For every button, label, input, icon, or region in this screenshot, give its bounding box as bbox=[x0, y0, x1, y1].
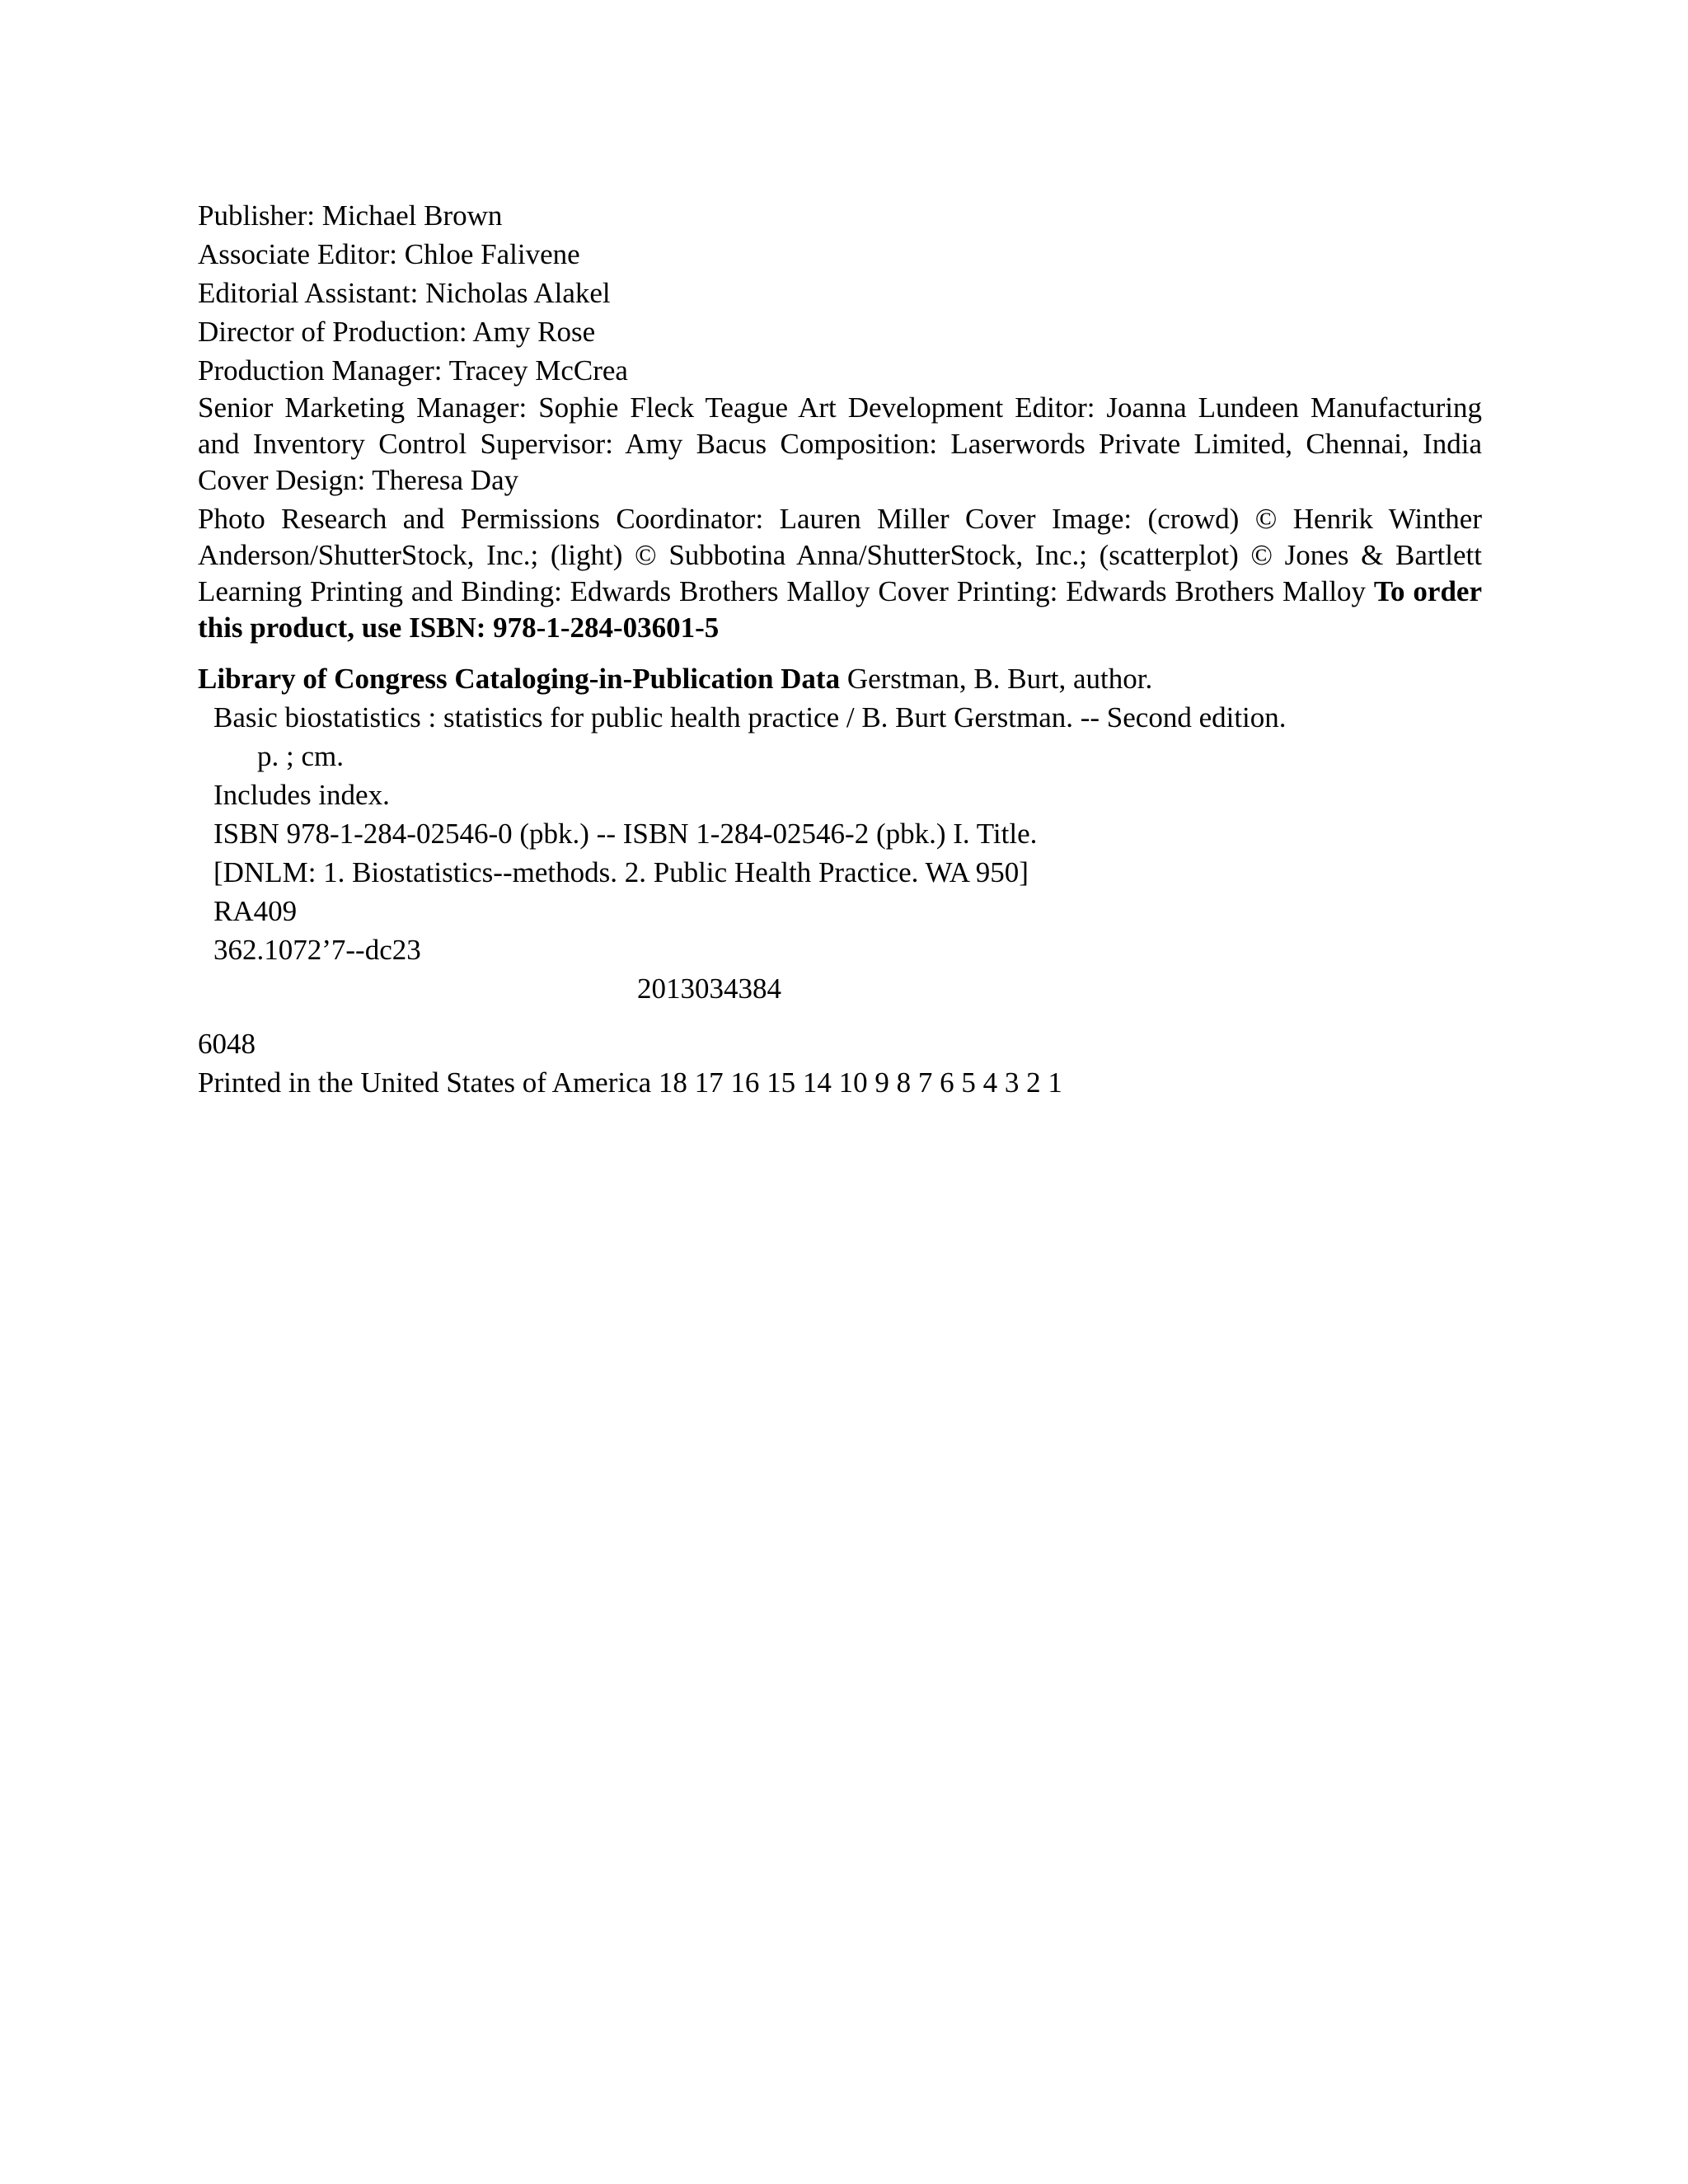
cip-heading-line bbox=[198, 659, 1482, 698]
credits-paragraph: Senior Marketing Manager: Sophie Fleck Teague Art Development Editor: Joanna Lundeen Manufacturing and Inventory Control Supervisor: Amy Bacus Composition: Laserwords Private Limited, Chennai, India Cover Design: Theresa Day bbox=[198, 391, 1482, 496]
credit-associate-editor: Associate Editor: Chloe Falivene bbox=[198, 238, 580, 270]
photo-credits-text: Photo Research and Permissions Coordinator: Lauren Miller Cover Image: (crowd) © Henrik Winther Anderson/ShutterStock, Inc.; (light) © Subbotina Anna/ShutterStock, Inc.; (scatterplot) © Jones & Bartlett Learning Printing and Binding: Edwards Brothers Malloy Cover Printing: Edwards Brothers Malloy bbox=[198, 503, 1482, 607]
copyright-page bbox=[198, 196, 1482, 1102]
cip-dnlm: [DNLM: 1. Biostatistics--methods. 2. Public Health Practice. WA 950] bbox=[213, 856, 1029, 888]
cip-lccn: 2013034384 bbox=[637, 972, 781, 1005]
cip-pages: p. ; cm. bbox=[257, 740, 344, 772]
cip-includes: Includes index. bbox=[213, 779, 390, 811]
print-code: 6048 bbox=[198, 1028, 256, 1060]
cip-isbn: ISBN 978-1-284-02546-0 (pbk.) -- ISBN 1-284-02546-2 (pbk.) I. Title. bbox=[213, 818, 1038, 850]
cip-heading: Library of Congress Cataloging-in-Publication Data bbox=[198, 663, 841, 695]
cip-author: Gerstman, B. Burt, author. bbox=[846, 663, 1153, 695]
credit-publisher: Publisher: Michael Brown bbox=[198, 199, 503, 232]
cip-data-block bbox=[198, 659, 1482, 1008]
printed-in-line: Printed in the United States of America 18 17 16 15 14 10 9 8 7 6 5 4 3 2 1 bbox=[198, 1066, 1062, 1099]
credits-paragraph-photo bbox=[198, 501, 1482, 646]
order-isbn-note: To order this product, use ISBN: 978-1-284-03601-5 bbox=[198, 575, 1482, 644]
credit-editorial-assistant: Editorial Assistant: Nicholas Alakel bbox=[198, 277, 611, 309]
cip-lc-class: RA409 bbox=[213, 895, 298, 927]
cip-title-line: Basic biostatistics : statistics for public health practice / B. Burt Gerstman. -- Second edition. bbox=[213, 701, 1287, 733]
printing-info bbox=[198, 1024, 1482, 1102]
cip-dewey-class: 362.1072’7--dc23 bbox=[213, 934, 421, 966]
credit-production-manager: Production Manager: Tracey McCrea bbox=[198, 354, 628, 387]
credit-director-of-production: Director of Production: Amy Rose bbox=[198, 316, 596, 348]
